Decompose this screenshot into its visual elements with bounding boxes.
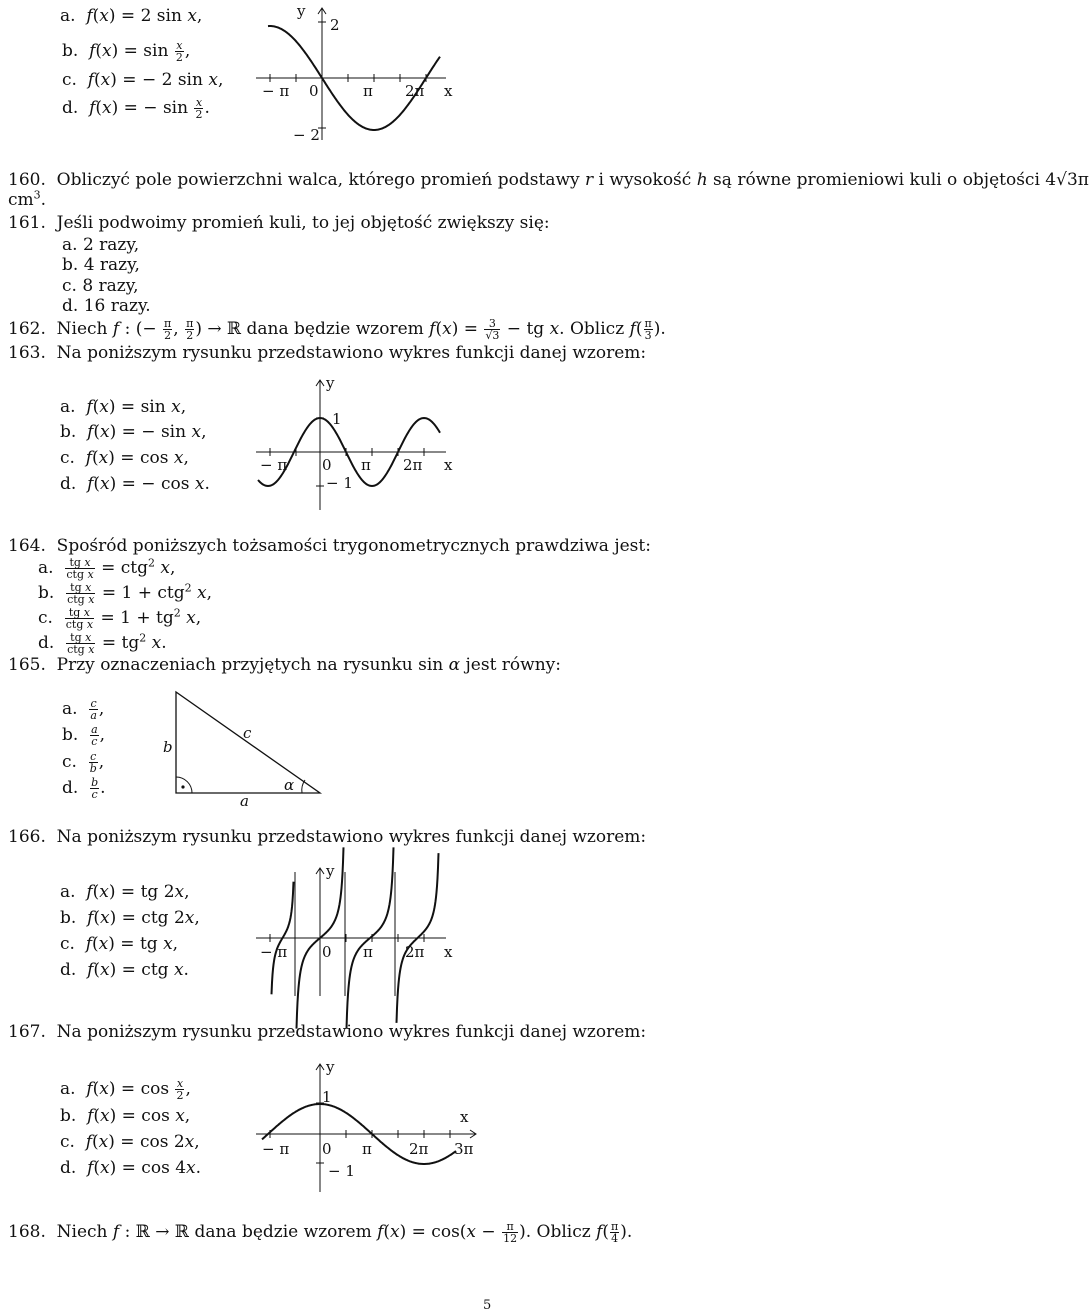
p166-option-c: c. f(x) = tg x, [60,934,179,954]
p159-x-label: x [444,82,453,100]
p165-option-b: b. $\frac{a}{c}$ , [62,723,106,748]
p159-option-b: b. f(x) = sin $\frac{x}{2}$ , [62,39,191,64]
p164-option-b: b. tg x ctg x = 1 + ctg$^2$ x, [38,581,212,606]
svg-text:− 1: − 1 [328,1162,355,1180]
p165-statement: 165. Przy oznaczeniach przyjętych na rysunku sin α jest równy: [8,655,561,675]
p165-option-d: d. $\frac{b}{c}$ . [62,776,106,801]
svg-text:− π: − π [260,456,288,474]
p165-option-a: a. $\frac{c}{a}$ , [62,697,105,722]
svg-text:π: π [361,456,371,474]
svg-text:π: π [363,943,373,961]
p162-statement: 162. Niech f : (− $\frac{\pi}{2}$ , $\frac{\pi}{2}$ ) → ℝ dana będzie wzorem f(x) = $\frac{3}{√3}$ − tg x. Oblicz f( $\frac{\pi}{3}$ ). [8,317,666,342]
p166-option-d: d. f(x) = ctg x. [60,960,189,980]
p164-statement: 164. Spośród poniższych tożsamości trygonometrycznych prawdziwa jest: [8,536,651,556]
p159-option-c: c. f(x) = − 2 sin x, [62,70,224,90]
p163-statement: 163. Na poniższym rysunku przedstawiono wykres funkcji danej wzorem: [8,343,647,363]
p166-option-b: b. f(x) = ctg 2x, [60,908,200,928]
p165-label-a: a [240,792,249,810]
p167-option-d: d. f(x) = cos 4x. [60,1158,202,1178]
page-number: 5 [483,1298,492,1313]
svg-text:2π: 2π [403,456,423,474]
p167-option-a: a. f(x) = cos $\frac{x}{2}$ , [60,1077,191,1102]
p159-neg-pi: − π [262,82,290,100]
p164-option-a: a. tg x ctg x = ctg$^2$ x, [38,556,176,581]
svg-text:2π: 2π [409,1140,429,1158]
p159-pi: π [363,82,373,100]
p161-option-c: c. 8 razy, [62,276,139,296]
svg-text:y: y [326,374,335,392]
p159-option-a: a. f(x) = 2 sin x, [60,6,203,26]
svg-text:0: 0 [322,1140,332,1158]
svg-text:y: y [326,1058,335,1076]
p167-option-b: b. f(x) = cos x, [60,1106,191,1126]
svg-text:3π: 3π [454,1140,474,1158]
svg-text:x: x [444,943,453,961]
svg-text:x: x [444,456,453,474]
svg-text:− 1: − 1 [326,474,353,492]
p159-two-pi: 2π [405,82,425,100]
p161-statement: 161. Jeśli podwoimy promień kuli, to jej objętość zwiększy się: [8,213,550,233]
p165-label-b: b [163,738,173,756]
svg-text:π: π [362,1140,372,1158]
p165-option-c: c. $\frac{c}{b}$ , [62,750,105,775]
svg-text:y: y [326,862,335,880]
p159-option-d: d. f(x) = − sin $\frac{x}{2}$ . [62,96,210,121]
p164-option-d: d. tg x ctg x = $tg^2$ x. [38,631,167,656]
svg-text:x: x [460,1108,469,1126]
p168-statement: 168. Niech f : ℝ → ℝ dana będzie wzorem f(x) = cos(x − $\frac{\pi}{12}$ ). Oblicz f( $\frac{\pi}{4}$ ). [8,1220,633,1245]
p167-option-c: c. f(x) = cos 2x, [60,1132,200,1152]
svg-text:− π: − π [260,943,288,961]
p159-zero: 0 [309,82,319,100]
p161-option-d: d. 16 razy. [62,296,151,316]
p166-statement: 166. Na poniższym rysunku przedstawiono wykres funkcji danej wzorem: [8,827,647,847]
p163-option-d: d. f(x) = − cos x. [60,474,210,494]
svg-text:0: 0 [322,943,332,961]
p161-option-a: a. 2 razy, [62,235,140,255]
svg-text:1: 1 [322,1088,332,1106]
svg-text:2π: 2π [405,943,425,961]
p159-y-bot: − 2 [293,126,320,144]
p160-statement: 160. Obliczyć pole powierzchni walca, którego promień podstawy r i wysokość h są równe promieniowi kuli o objętości 4√3π [8,170,1089,190]
p159-y-top: 2 [330,16,340,34]
p163-option-a: a. f(x) = sin x, [60,397,187,417]
svg-text:1: 1 [332,410,342,428]
p164-option-c: c. tg x ctg x = $1 + tg^2$ x, [38,606,202,631]
svg-text:0: 0 [322,456,332,474]
p165-label-alpha: α [284,776,295,794]
p159-y-label: y [297,2,306,20]
p161-option-b: b. 4 razy, [62,255,140,275]
svg-text:− π: − π [262,1140,290,1158]
p167-statement: 167. Na poniższym rysunku przedstawiono wykres funkcji danej wzorem: [8,1022,647,1042]
p165-label-c: c [243,724,252,742]
p163-option-c: c. f(x) = cos x, [60,448,189,468]
p166-option-a: a. f(x) = tg 2x, [60,882,190,902]
p163-option-b: b. f(x) = − sin x, [60,422,207,442]
p160-statement-cont: $cm^3$. [8,188,47,210]
